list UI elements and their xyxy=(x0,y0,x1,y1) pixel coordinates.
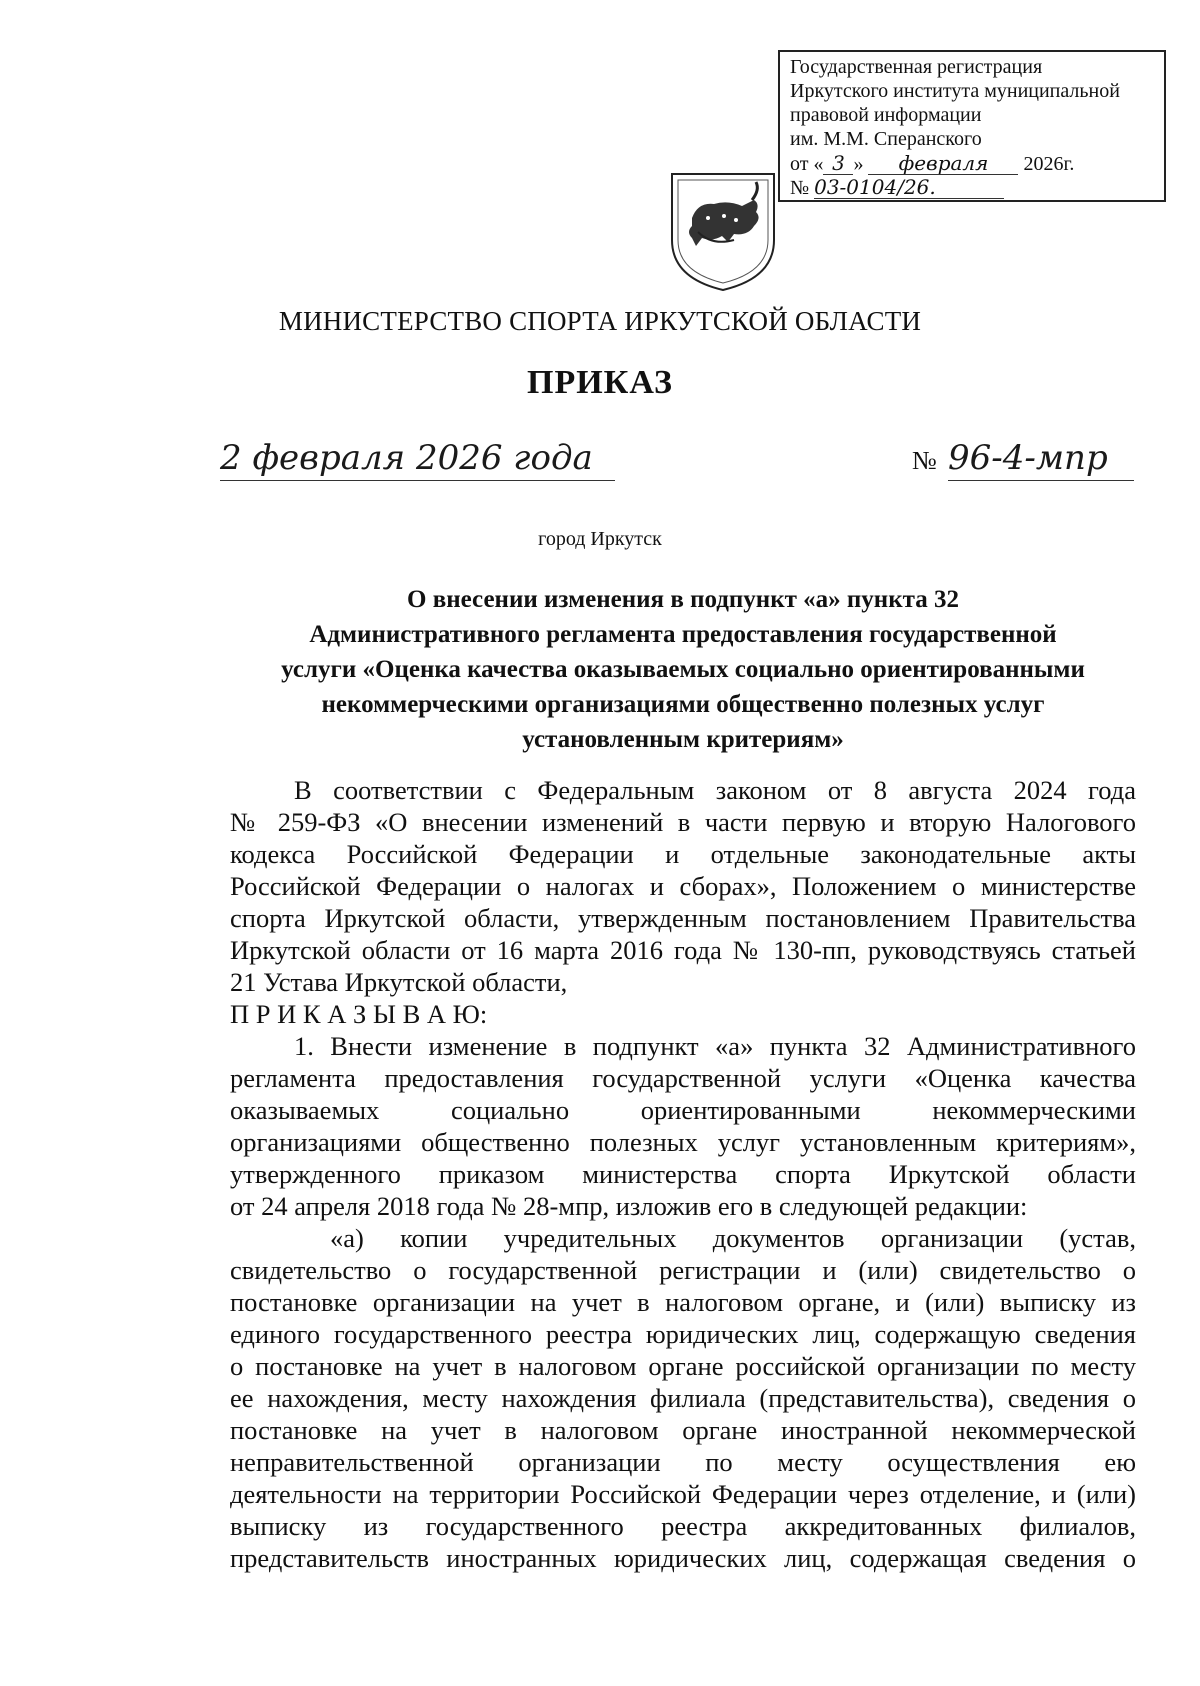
body-line: регламента предоставления государственной услуги «Оценка качества xyxy=(230,1063,1136,1093)
city: город Иркутск xyxy=(538,528,662,550)
stamp-date-year: 2026г. xyxy=(1023,153,1075,175)
body-line: постановке на учет в налоговом органе иностранной некоммерческой xyxy=(230,1415,1136,1445)
subject-line: Административного регламента предоставления государственной xyxy=(309,621,1057,648)
ministry-name: МИНИСТЕРСТВО СПОРТА ИРКУТСКОЙ ОБЛАСТИ xyxy=(278,306,922,336)
stamp-line-1: Государственная регистрация xyxy=(790,56,1043,78)
number-underline xyxy=(948,480,1134,481)
date-underline xyxy=(220,480,615,481)
body-line: оказываемых социально ориентированными некоммерческими xyxy=(230,1095,1136,1125)
body-line: В соответствии с Федеральным законом от 8 августа 2024 года xyxy=(294,775,1136,805)
body-line: 1. Внести изменение в подпункт «а» пункта 32 Административного xyxy=(294,1031,1136,1061)
body-line: ее нахождения, месту нахождения филиала (представительства), сведения о xyxy=(230,1383,1136,1413)
stamp-date-month: февраля xyxy=(868,152,1018,175)
stamp-date-day: 3 xyxy=(823,152,853,175)
body-line: утвержденного приказом министерства спорта Иркутской области xyxy=(230,1159,1136,1189)
stamp-number-value: 03-0104/26. xyxy=(814,176,1004,199)
stamp-number-prefix: № xyxy=(790,177,810,199)
registration-stamp xyxy=(778,50,1166,202)
order-directive: П Р И К А З Ы В А Ю: xyxy=(230,999,488,1029)
stamp-line-4: им. М.М. Сперанского xyxy=(790,128,982,150)
order-subject xyxy=(230,582,1136,757)
body-line: неправительственной организации по месту осуществления ею xyxy=(230,1447,1136,1477)
order-number-sign: № xyxy=(912,446,937,475)
body-line: организациями общественно полезных услуг установленным критериям», xyxy=(230,1127,1136,1157)
page-title: ПРИКАЗ xyxy=(527,364,673,401)
subject-line: услуги «Оценка качества оказываемых социально ориентированными xyxy=(281,656,1085,683)
order-date: 2 февраля 2026 года xyxy=(220,438,593,478)
body-line: выписку из государственного реестра аккредитованных филиалов, xyxy=(230,1511,1136,1541)
coat-of-arms-irkutsk-icon xyxy=(668,170,778,294)
body-line: от 24 апреля 2018 года № 28-мпр, изложив его в следующей редакции: xyxy=(230,1191,1028,1221)
subject-line: некоммерческими организациями общественно полезных услуг xyxy=(321,691,1045,718)
body-line: кодекса Российской Федерации и отдельные законодательные акты xyxy=(230,839,1136,869)
stamp-date-prefix: от « xyxy=(790,153,824,175)
subject-line: О внесении изменения в подпункт «а» пункта 32 xyxy=(407,586,959,613)
body-line: деятельности на территории Российской Федерации через отделение, и (или) xyxy=(230,1479,1136,1509)
stamp-number xyxy=(790,176,1004,199)
body-line: свидетельство о государственной регистрации и (или) свидетельство о xyxy=(230,1255,1136,1285)
body-line: «а) копии учредительных документов организации (устав, xyxy=(330,1223,1136,1253)
body-line: спорта Иркутской области, утвержденным постановлением Правительства xyxy=(230,903,1136,933)
stamp-line-2: Иркутского института муниципальной xyxy=(790,80,1120,102)
body-line: представительств иностранных юридических лиц, содержащая сведения о xyxy=(230,1543,1136,1573)
body-line: Иркутской области от 16 марта 2016 года № 130-пп, руководствуясь статьей xyxy=(230,935,1136,965)
order-number: 96-4-мпр xyxy=(948,438,1108,478)
body-line: постановке организации на учет в налоговом органе, и (или) выписку из xyxy=(230,1287,1136,1317)
stamp-line-3: правовой информации xyxy=(790,104,982,126)
body-line: о постановке на учет в налоговом органе российской организации по месту xyxy=(230,1351,1136,1381)
body-line: Российской Федерации о налогах и сборах», Положением о министерстве xyxy=(230,871,1136,901)
body-line: № 259-ФЗ «О внесении изменений в части первую и вторую Налогового xyxy=(230,807,1136,837)
body-line: единого государственного реестра юридических лиц, содержащую сведения xyxy=(230,1319,1136,1349)
stamp-date-mid: » xyxy=(853,153,864,175)
body-line: 21 Устава Иркутской области, xyxy=(230,967,568,997)
subject-line: установленным критериям» xyxy=(522,726,844,753)
stamp-date xyxy=(790,152,1074,175)
